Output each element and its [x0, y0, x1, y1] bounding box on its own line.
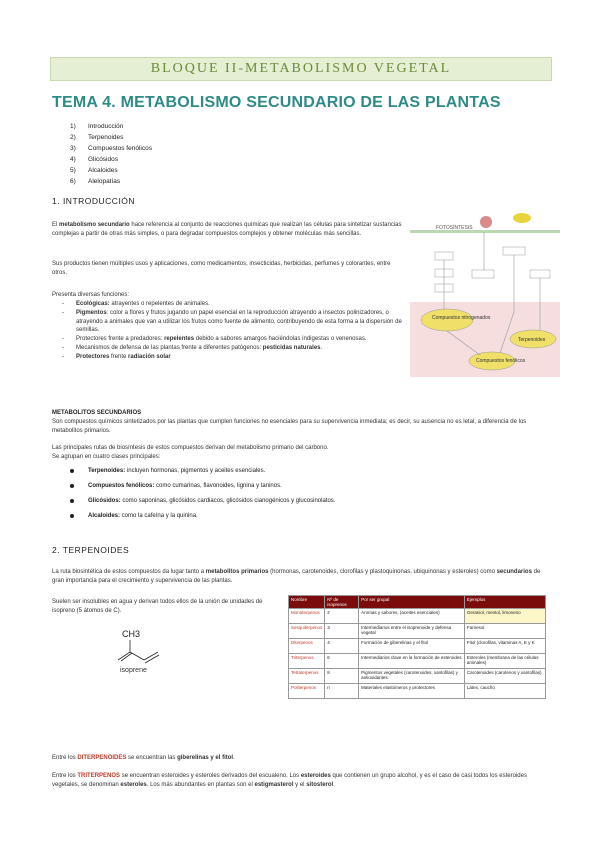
uses-paragraph: Sus productos tienen múltiples usos y aplicaciones, como medicamentos, insecticidas, herbicidas, perfumes y colorantes, entre otros. — [52, 261, 391, 276]
isoprene-structure — [110, 628, 180, 684]
sun-icon — [513, 213, 531, 223]
triterpenes-paragraph: Entre los TRITERPENOS se encuentran esteroides y esteroles derivados del escualeno. Los esteroides que contienen un grupo alcohol, y es el caso de casi todos los esteroides vegetales, se denominan esteroles. Los más abundantes en plantas son el estigmasterol y el sitosterol — [52, 773, 527, 788]
list-item: - Protectores frente a predadores: repelentes debido a sabores amargos haciéndolas indigestas o venenosas. — [62, 336, 367, 343]
classes-list — [70, 464, 540, 524]
diagram-label-fenolicos: Compuestos fenólicos — [476, 358, 526, 364]
functions-intro: Presenta diversas funciones: — [52, 292, 130, 298]
list-item: - Ecológicas: atrayentes o repelentes de animales. — [62, 301, 210, 307]
diagram-label-nitrogenados: Compuestos nitrogenados — [432, 315, 491, 321]
table-row: Tetraterpenos 8 Pigmentos vegetales (carotenoides, xantofilas) y antioxidantes Carotenoides (carotenos y xantofilas) — [289, 669, 546, 684]
intro-paragraph: El metabolismo secundario hace referencia al conjunto de reacciones químicas que realizan las células para sintetizar sustancias complejas a partir de otras más simples, o para degradar compuestos complejos y obtener moléculas más sencillas. — [52, 222, 402, 237]
terpenoids-table — [288, 595, 546, 699]
section-heading-terpenoides: 2. TERPENOIDES — [52, 545, 130, 555]
list-item: - Mecanismos de defensa de las plantas frente a diferentes patógenos: pesticidas naturales. — [62, 344, 323, 351]
isoprene-paragraph: Suelen ser insolubles en agua y derivan todos ellos de la unión de unidades de isopreno (5 átomos de C). — [52, 599, 263, 614]
metabolites-paragraph: Son compuestos químicos sintetizados por las plantas que cumplen funciones no esenciales para su supervivencia inmediata; es decir, su ausencia no es letal, a diferencia de los metabolitos primarios. — [52, 419, 527, 434]
diagram-label-terpenoides: Terpenoides — [518, 337, 546, 343]
table-row: Monoterpenos 2 Aromas y sabores, (aceites esenciales) Geraniol, mentol, limoneno — [289, 609, 546, 624]
ch3-label: CH3 — [122, 629, 141, 639]
table-row: Diterpenos 4 Formación de giberelinas y el fitol Fitol (clorofilas, vitaminas A, E y K — [289, 639, 546, 654]
list-item: - Pigmentos: color a flores y frutos jugando un papel esencial en la reproducción atrayendo a insectos polinizadores, o atrayendo a animales que van a utilizar los frutos como fuente de alimento, contribuyendo de esta forma a la dispersión de semillas. — [62, 309, 402, 334]
isoprene-label: isoprene — [120, 667, 147, 674]
metabolites-routes: Las principales rutas de biosíntesis de estos compuestos derivan del metabolismo primario del carbono. — [52, 445, 329, 451]
list-item: Terpenoides: incluyen hormonas, pigmentos y aceites esenciales. — [70, 464, 540, 479]
metabolites-classes-intro: Se agrupan en cuatro clases principales: — [52, 454, 161, 460]
toc-item: 2) Terpenoides — [70, 134, 124, 141]
toc-item: 3) Compuestos fenólicos — [70, 145, 152, 152]
block-banner: BLOQUE II-METABOLISMO VEGETAL — [50, 57, 552, 81]
section-heading-introduccion: 1. INTRODUCCIÓN — [52, 196, 136, 206]
page-title: TEMA 4. METABOLISMO SECUNDARIO DE LAS PLANTAS — [52, 94, 501, 111]
functions-list — [62, 300, 402, 362]
table-row: Triterpenos 6 Intermediarios clave en la formación de esteroides Esteroles (membrana de las células animales) — [289, 654, 546, 669]
toc-item: 6) Alelopatías — [70, 178, 121, 185]
list-item: Glicósidos: como saponinas, glicósidos cardiacos, glicósidos cianogénicos y glucosinolatos. — [70, 494, 540, 509]
metabolites-heading: METABOLITOS SECUNDARIOS — [52, 410, 142, 416]
terpenoids-paragraph: La ruta biosintética de estos compuestos da lugar tanto a metabolitos primarios (hormonas, carotenoides, clorofilas y plastoquinonas, ubiquinonas y esteroles) como secundarios de gran importancia para el crecimiento y supervivencia de las plantas. — [52, 569, 541, 584]
toc-item: 4) Glicósidos — [70, 156, 118, 163]
table-row: Sesquiterpenos 3 Intermediarios entre el isoprenoide y defensa vegetal Farnesol — [289, 624, 546, 639]
table-row: Politerpenos n Materiales elastómeros y protectores Látex, caucho — [289, 684, 546, 699]
table-header-row: Nombre Nº de isoprenos Por ser grupal Ejemplos — [289, 596, 546, 609]
table-of-contents — [70, 121, 152, 187]
list-item: Compuestos fenólicos: como cumarinas, flavonoides, lignina y taninos. — [70, 479, 540, 494]
list-item: Alcaloides: como la cafeína y la quinina. — [70, 509, 540, 524]
toc-item: 1) Introducción — [70, 123, 124, 130]
diagram-label-fotosintesis: FOTOSÍNTESIS — [436, 225, 473, 231]
toc-item: 5) Alcaloides — [70, 167, 118, 174]
list-item: - Protectores frente radiación solar — [62, 353, 171, 360]
metabolism-diagram — [410, 212, 560, 377]
diterpenoids-paragraph: Entre los DITERPENOIDES se encuentran las giberelinas y el fitol. — [52, 755, 235, 761]
co2-icon — [480, 216, 492, 228]
